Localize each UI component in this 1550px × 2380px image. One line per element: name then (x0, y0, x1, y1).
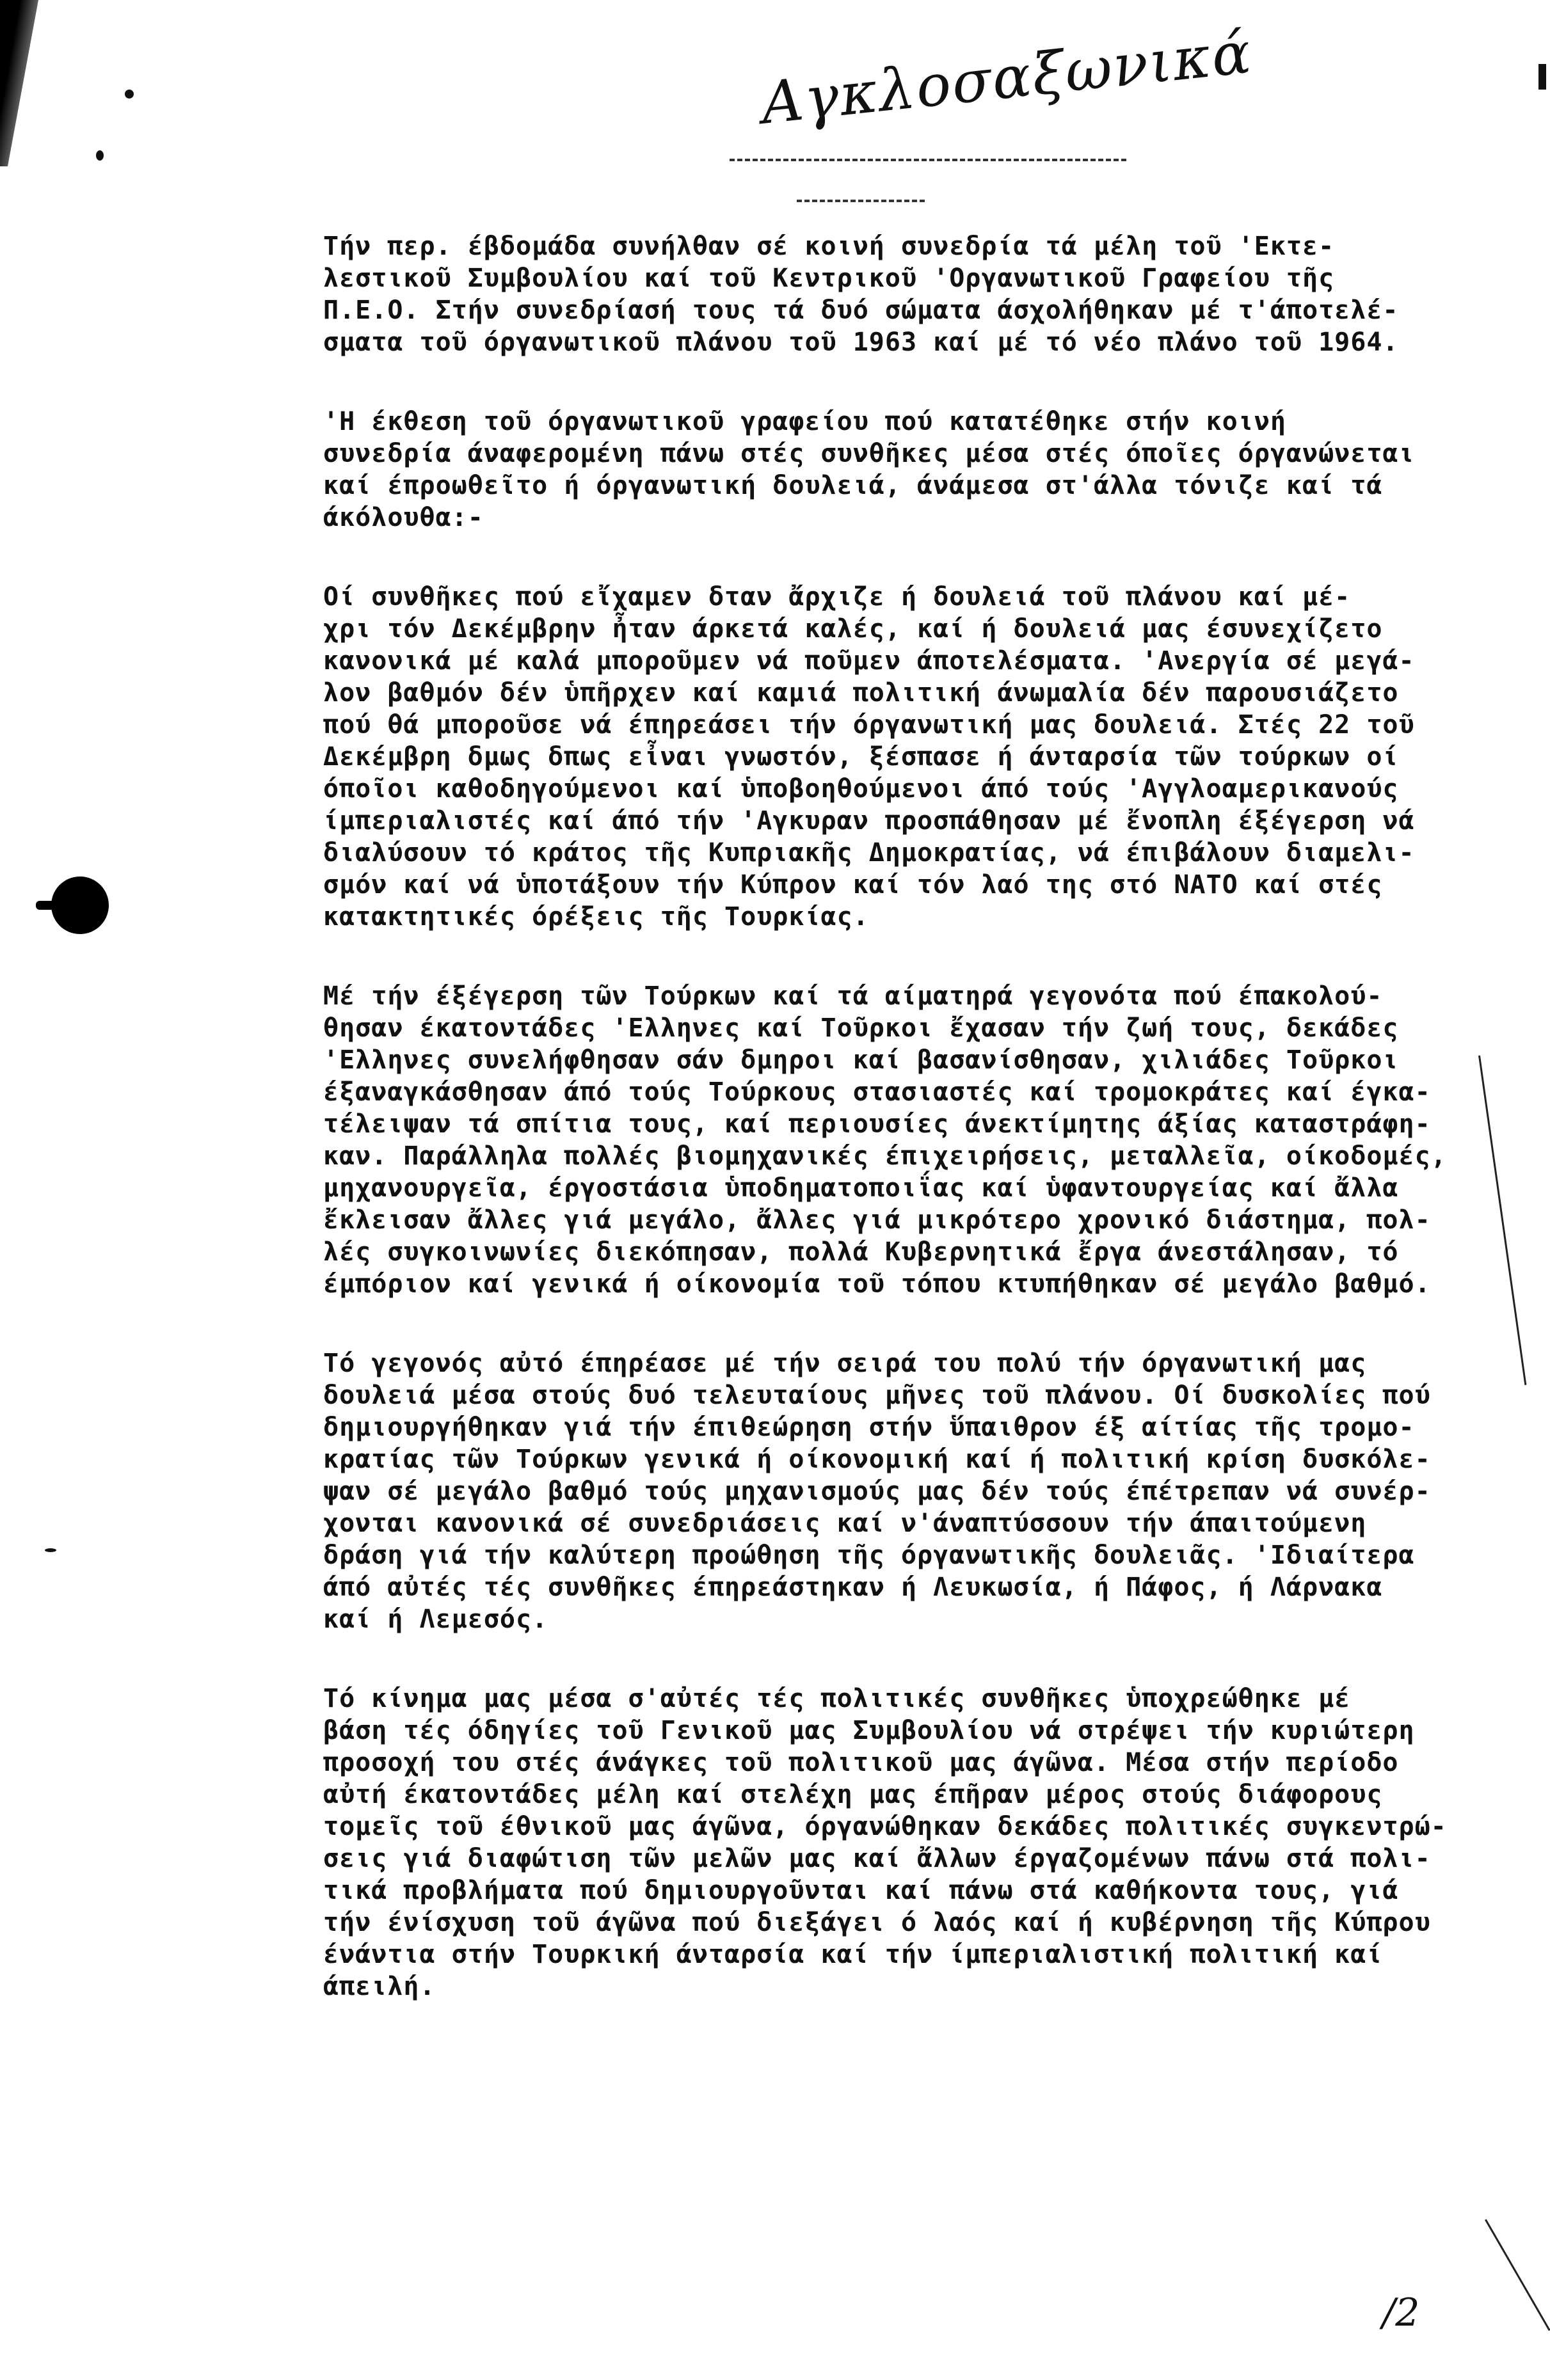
dashed-divider (797, 200, 925, 202)
text-line: Οί συνθῆκες πού εἴχαμεν δταν ἄρχιζε ή δουλειά τοῦ πλάνου καί μέ- (323, 582, 1351, 612)
text-line: δημιουργήθηκαν γιά τήν έπιθεώρηση στήν ὕπαιθρον έξ αίτίας τῆς τρομο- (323, 1413, 1415, 1442)
text-line: έμπόριον καί γενικά ή οίκονομία τοῦ τόπου κτυπήθηκαν σέ μεγάλο βαθμό. (323, 1269, 1431, 1299)
scan-speck (96, 150, 104, 161)
scan-edge-shadow (0, 0, 38, 166)
paragraph (323, 1683, 1494, 2003)
text-line: τέλειψαν τά σπίτια τους, καί περιουσίες άνεκτίμητης άξίας καταστράφη- (323, 1109, 1431, 1139)
text-line: σμόν καί νά ὑποτάξουν τήν Κύπρον καί τόν λαό της στό ΝΑΤΟ καί στές (323, 870, 1383, 900)
paragraph (323, 581, 1494, 933)
dashed-divider (730, 159, 1126, 161)
text-line: Τό γεγονός αὐτό έπηρέασε μέ τήν σειρά του πολύ τήν όργανωτική μας (323, 1349, 1367, 1378)
text-line: χονται κανονικά σέ συνεδριάσεις καί ν'άναπτύσσουν τήν άπαιτούμενη (323, 1509, 1367, 1538)
text-line: άπειλή. (323, 1972, 436, 2001)
text-line: κρατίας τῶν Τούρκων γενικά ή οίκονομική καί ή πολιτική κρίση δυσκόλε- (323, 1445, 1431, 1474)
text-line: θησαν έκατοντάδες 'Ελληνες καί Τοῦρκοι ἔχασαν τήν ζωή τους, δεκάδες (323, 1013, 1399, 1043)
punch-hole (51, 877, 109, 934)
text-line: Τό κίνημα μας μέσα σ'αὐτές τές πολιτικές συνθῆκες ὑποχρεώθηκε μέ (323, 1684, 1351, 1713)
text-line: χρι τόν Δεκέμβρην ἦταν άρκετά καλές, καί ή δουλειά μας έσυνεχίζετο (323, 614, 1383, 644)
text-line: προσοχή του στές άνάγκες τοῦ πολιτικοῦ μας άγῶνα. Μέσα στήν περίοδο (323, 1748, 1399, 1777)
text-line: δράση γιά τήν καλύτερη προώθηση τῆς όργανωτικῆς δουλειᾶς. 'Ιδιαίτερα (323, 1541, 1415, 1570)
text-line: 'Ελληνες συνελήφθησαν σάν δμηροι καί βασανίσθησαν, χιλιάδες Τοῦρκοι (323, 1045, 1399, 1075)
text-line: Μέ τήν έξέγερση τῶν Τούρκων καί τά αίματηρά γεγονότα πού έπακολού- (323, 981, 1383, 1011)
text-line: τήν ένίσχυση τοῦ άγῶνα πού διεξάγει ό λαός καί ή κυβέρνηση τῆς Κύπρου (323, 1908, 1431, 1937)
text-line: άκόλουθα:- (323, 503, 484, 532)
text-line: ἔκλεισαν ἄλλες γιά μεγάλο, ἄλλες γιά μικρότερο χρονικό διάστημα, πολ- (323, 1205, 1431, 1235)
text-line: ίμπεριαλιστές καί άπό τήν 'Αγκυραν προσπάθησαν μέ ἔνοπλη έξέγερση νά (323, 806, 1415, 836)
text-line: ψαν σέ μεγάλο βαθμό τούς μηχανισμούς μας δέν τούς έπέτρεπαν νά συνέρ- (323, 1477, 1431, 1506)
text-line: καν. Παράλληλα πολλές βιομηχανικές έπιχειρήσεις, μεταλλεῖα, οίκοδομές, (323, 1141, 1447, 1171)
paragraph (323, 406, 1494, 534)
text-line: λές συγκοινωνίες διεκόπησαν, πολλά Κυβερνητικά ἔργα άνεστάλησαν, τό (323, 1237, 1399, 1267)
text-line: σματα τοῦ όργανωτικοῦ πλάνου τοῦ 1963 καί μέ τό νέο πλάνο τοῦ 1964. (323, 328, 1399, 357)
paragraph (323, 230, 1494, 358)
paragraph (323, 1347, 1494, 1635)
text-line: αὐτή έκατοντάδες μέλη καί στελέχη μας έπῆραν μέρος στούς διάφορους (323, 1780, 1383, 1809)
text-line: Δεκέμβρη δμως δπως εἶναι γνωστόν, ξέσπασε ή άνταρσία τῶν τούρκων οί (323, 742, 1399, 772)
text-line: τομεῖς τοῦ έθνικοῦ μας άγῶνα, όργανώθηκαν δεκάδες πολιτικές συγκεντρώ- (323, 1812, 1447, 1841)
margin-pen-stroke (1485, 2219, 1550, 2331)
text-line: πού θά μποροῦσε νά έπηρεάσει τήν όργανωτική μας δουλειά. Στές 22 τοῦ (323, 710, 1415, 740)
text-line: δουλειά μέσα στούς δυό τελευταίους μῆνες τοῦ πλάνου. Οί δυσκολίες πού (323, 1381, 1431, 1410)
text-line: λεστικοῦ Συμβουλίου καί τοῦ Κεντρικοῦ 'Οργανωτικοῦ Γραφείου τῆς (323, 264, 1335, 293)
text-line: κατακτητικές όρέξεις τῆς Τουρκίας. (323, 902, 869, 932)
text-line: Τήν περ. έβδομάδα συνήλθαν σέ κοινή συνεδρία τά μέλη τοῦ 'Εκτε- (323, 232, 1335, 261)
scan-speck (125, 90, 134, 99)
text-line: μηχανουργεῖα, έργοστάσια ὑποδηματοποιΐας καί ὑφαντουργείας καί ἄλλα (323, 1173, 1399, 1203)
page-number: /2 (1382, 2290, 1420, 2335)
text-line: συνεδρία άναφερομένη πάνω στές συνθῆκες μέσα στές όποῖες όργανώνεται (323, 439, 1415, 468)
text-line: καί έπροωθεῖτο ή όργανωτική δουλειά, άνάμεσα στ'άλλα τόνιζε καί τά (323, 471, 1383, 500)
text-line: τικά προβλήματα πού δημιουργοῦνται καί πάνω στά καθήκοντα τους, γιά (323, 1876, 1399, 1905)
text-line: άπό αὐτές τές συνθῆκες έπηρεάστηκαν ή Λευκωσία, ή Πάφος, ή Λάρνακα (323, 1573, 1383, 1602)
text-line: σεις γιά διαφώτιση τῶν μελῶν μας καί ἄλλων έργαζομένων πάνω στά πολι- (323, 1844, 1431, 1873)
text-line: λον βαθμόν δέν ὑπῆρχεν καί καμιά πολιτική άνωμαλία δέν παρουσιάζετο (323, 678, 1399, 708)
text-line: κανονικά μέ καλά μποροῦμεν νά ποῦμεν άποτελέσματα. 'Ανεργία σέ μεγά- (323, 646, 1415, 676)
document-body (323, 230, 1494, 2050)
text-line: βάση τές όδηγίες τοῦ Γενικοῦ μας Συμβουλίου νά στρέψει τήν κυριώτερη (323, 1716, 1415, 1745)
text-line: διαλύσουν τό κράτος τῆς Κυπριακῆς Δημοκρατίας, νά έπιβάλουν διαμελι- (323, 838, 1415, 868)
text-line: όποῖοι καθοδηγούμενοι καί ὑποβοηθούμενοι άπό τούς 'Αγγλοαμερικανούς (323, 774, 1399, 804)
text-line: ένάντια στήν Τουρκική άνταρσία καί τήν ίμπεριαλιστική πολιτική καί (323, 1940, 1383, 1969)
scan-edge-mark (1538, 64, 1546, 90)
text-line: 'Η έκθεση τοῦ όργανωτικοῦ γραφείου πού κατατέθηκε στήν κοινή (323, 407, 1286, 436)
text-line: καί ή Λεμεσός. (323, 1605, 548, 1634)
text-line: Π.Ε.Ο. Στήν συνεδρίασή τους τά δυό σώματα άσχολήθηκαν μέ τ'άποτελέ- (323, 296, 1399, 325)
text-line: έξαναγκάσθησαν άπό τούς Τούρκους στασιαστές καί τρομοκράτες καί έγκα- (323, 1077, 1431, 1107)
paragraph (323, 980, 1494, 1300)
handwritten-note: Αγκλοσαξωνικά (758, 19, 1256, 138)
scan-speck (45, 1548, 56, 1552)
